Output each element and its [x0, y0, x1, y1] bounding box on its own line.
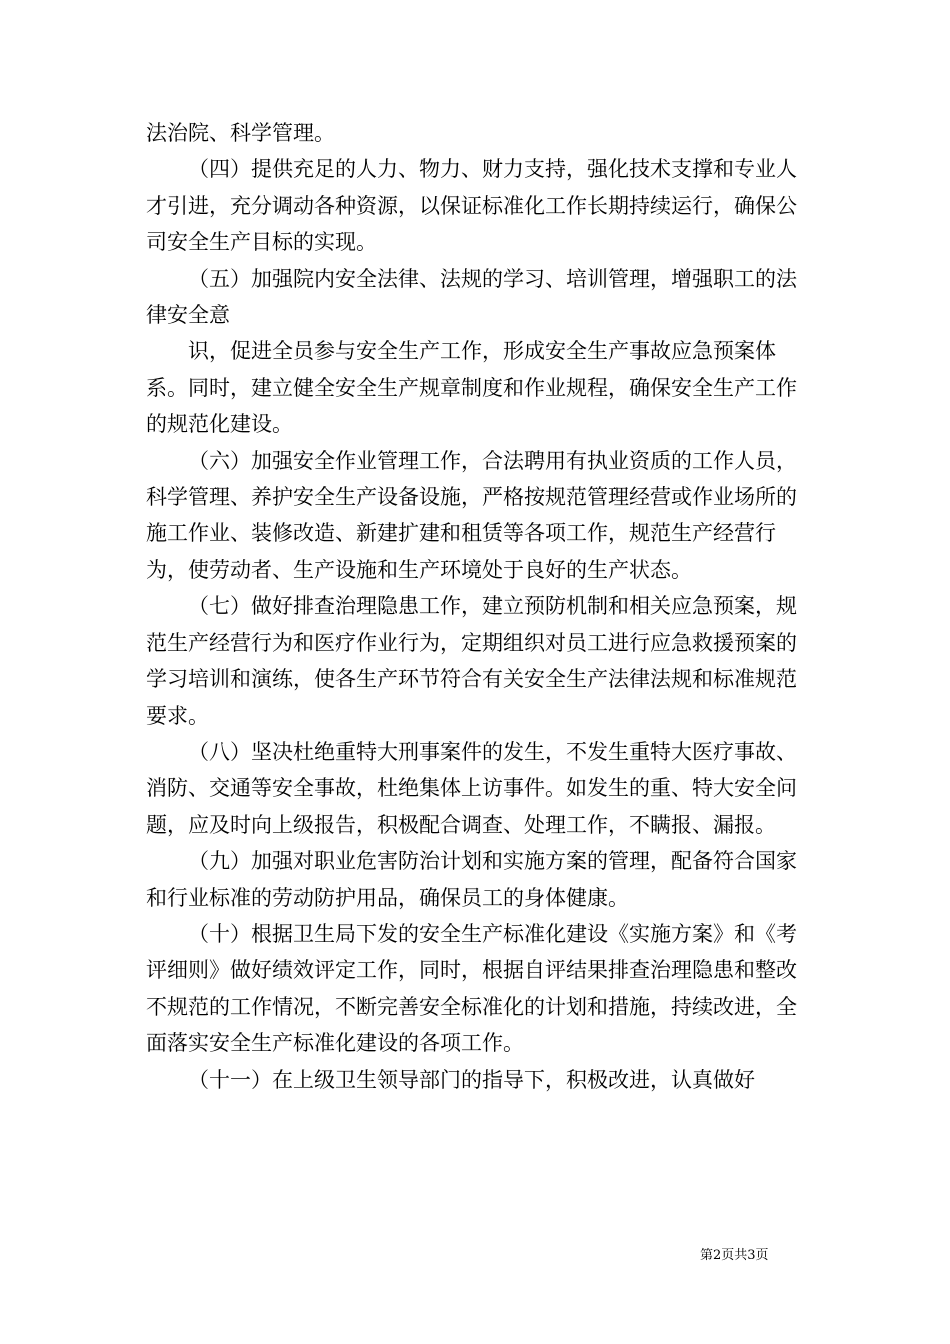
paragraph-8: （九）加强对职业危害防治计划和实施方案的管理，配备符合国家和行业标准的劳动防护用品，确保员工的身体健康。	[146, 849, 797, 910]
paragraph-9: （十）根据卫生局下发的安全生产标准化建设《实施方案》和《考评细则》做好绩效评定工作，同时，根据自评结果排查治理隐患和整改不规范的工作情况，不断完善安全标准化的计划和措施，持续改进，全面落实安全生产标准化建设的各项工作。	[146, 921, 797, 1056]
paragraph-5: （六）加强安全作业管理工作，合法聘用有执业资质的工作人员，科学管理、养护安全生产设备设施，严格按规范管理经营或作业场所的施工作业、装修改造、新建扩建和租赁等各项工作，规范生产经营行为，使劳动者、生产设施和生产环境处于良好的生产状态。	[146, 448, 797, 582]
document-body	[146, 115, 816, 1098]
paragraph-1: 法治院、科学管理。	[146, 121, 335, 145]
paragraph-6: （七）做好排查治理隐患工作，建立预防机制和相关应急预案，规范生产经营行为和医疗作业行为，定期组织对员工进行应急救援预案的学习培训和演练，使各生产环节符合有关安全生产法律法规和标准规范要求。	[146, 594, 797, 728]
paragraph-2: （四）提供充足的人力、物力、财力支持，强化技术支撑和专业人才引进，充分调动各种资源，以保证标准化工作长期持续运行，确保公司安全生产目标的实现。	[146, 157, 797, 255]
page-number-footer: 第2页共3页	[700, 1248, 769, 1263]
paragraph-4: 识，促进全员参与安全生产工作，形成安全生产事故应急预案体系。同时，建立健全安全生产规章制度和作业规程，确保安全生产工作的规范化建设。	[146, 339, 797, 437]
paragraph-3: （五）加强院内安全法律、法规的学习、培训管理，增强职工的法律安全意	[146, 266, 797, 328]
paragraph-7: （八）坚决杜绝重特大刑事案件的发生，不发生重特大医疗事故、消防、交通等安全事故，杜绝集体上访事件。如发生的重、特大安全问题，应及时向上级报告，积极配合调查、处理工作，不瞒报、漏报。	[146, 739, 797, 837]
paragraph-10: （十一）在上级卫生领导部门的指导下，积极改进，认真做好	[188, 1067, 755, 1092]
